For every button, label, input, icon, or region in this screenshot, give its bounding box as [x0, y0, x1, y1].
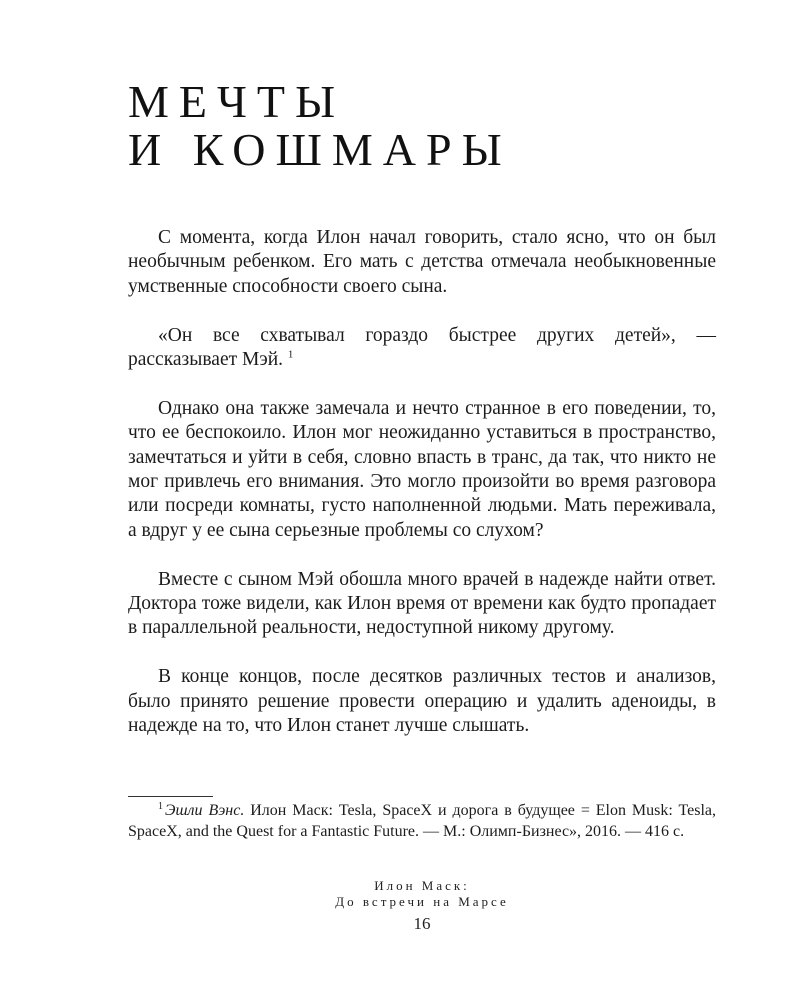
- chapter-title-line-2: И КОШМАРЫ: [128, 124, 512, 175]
- paragraph-2-text: «Он все схватывал гораздо быстрее других детей», — рассказывает Мэй.: [128, 324, 716, 371]
- paragraph-4: Вместе с сыном Мэй обошла много врачей в надежде найти ответ. Доктора тоже видели, как Илон время от времени как будто пропадает в параллельной реальности, недоступной никому другому.: [128, 568, 716, 639]
- footnote-text: Илон Маск: Tesla, SpaceX и дорога в будущее = Elon Musk: Tesla, SpaceX, and the Quest for a Fantastic Future. — М.: Олимп-Бизнес», 2016. — 416 с.: [128, 802, 716, 840]
- chapter-title: [128, 78, 512, 174]
- footnote: [128, 801, 716, 842]
- footer-book-author: Илон Маск:: [374, 878, 470, 893]
- page-number: 16: [413, 914, 431, 933]
- footer-book-title: До встречи на Марсе: [335, 894, 509, 909]
- running-footer: [128, 878, 716, 910]
- body-text: [128, 226, 716, 738]
- chapter-title-line-1: МЕЧТЫ: [128, 76, 346, 127]
- footnote-divider: [128, 796, 213, 797]
- footnote-reference[interactable]: 1: [287, 348, 294, 361]
- paragraph-1: С момента, когда Илон начал говорить, стало ясно, что он был необычным ребенком. Его мать с детства отмечала необыкновенные умственные способности своего сына.: [128, 227, 716, 297]
- paragraph-5: В конце концов, после десятков различных тестов и анализов, было принято решение провести операцию и удалить аденоиды, в надежде на то, что Илон станет лучше слышать.: [128, 666, 716, 737]
- footnote-number: 1: [158, 800, 163, 812]
- paragraph-3: Однако она также замечала и нечто странное в его поведении, то, что ее беспокоило. Илон мог неожиданно уставиться в пространство, замечтаться и уйти в себя, словно впасть в транс, да так, что никто не мог привлечь его внимания. Это могло произойти во время разговора или посреди комнаты, густо наполненной людьми. Мать переживала, а вдруг у ее сына серьезные проблемы со слухом?: [128, 397, 716, 541]
- paragraph-2: [128, 324, 716, 373]
- footnote-author: Эшли Вэнс.: [165, 802, 245, 819]
